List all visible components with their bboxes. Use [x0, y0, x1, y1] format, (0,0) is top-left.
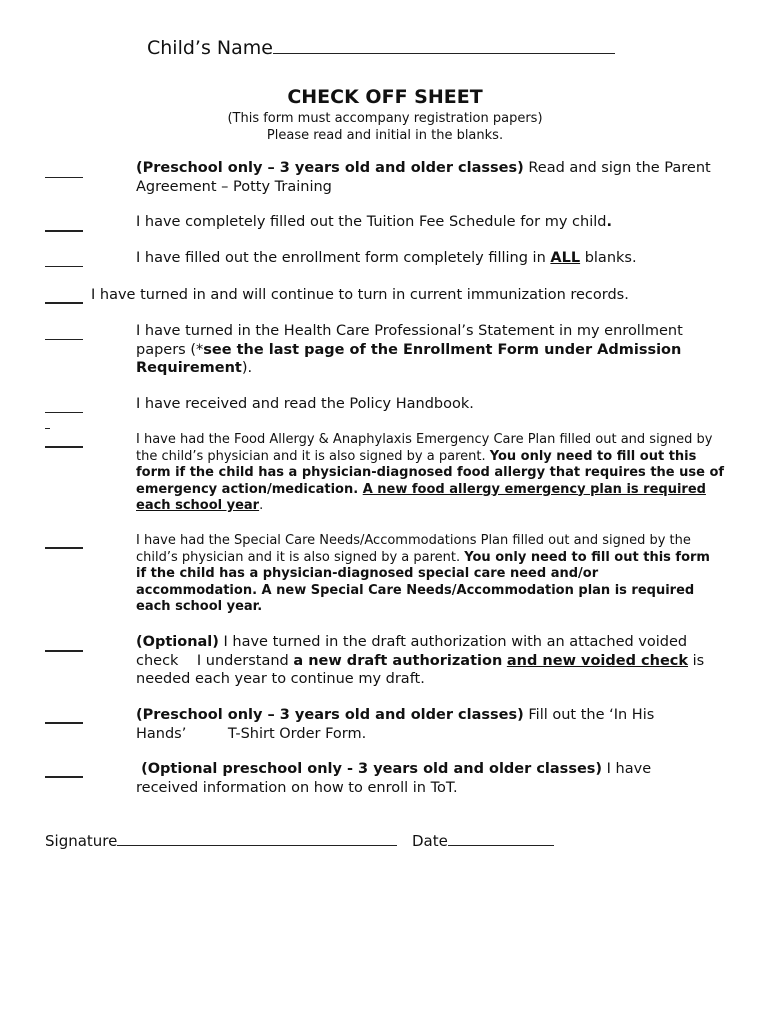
- checklist-item-1: [136, 159, 726, 196]
- item-11-text: I have received information on how to enroll in ToT.: [136, 761, 652, 796]
- item-11-bold: (Optional preschool only - 3 years old and older classes): [136, 761, 603, 777]
- checklist-item-2: [136, 213, 726, 232]
- item-3-text: I have filled out the enrollment form completely filling in: [136, 250, 551, 266]
- item-10-bold: (Preschool only – 3 years old and older classes): [136, 707, 524, 723]
- child-name-label: Child’s Name: [147, 37, 273, 59]
- item-1-text: Read and sign the Parent Agreement – Potty Training: [136, 160, 711, 195]
- checklist-item-7: [136, 432, 726, 515]
- item-4-text: I have turned in and will continue to turn in current immunization records.: [91, 287, 629, 303]
- initial-blank-2[interactable]: [45, 230, 83, 232]
- initial-blank-1[interactable]: [45, 177, 83, 178]
- item-10-text: Fill out the ‘In His Hands’ T-Shirt Order Form.: [136, 707, 659, 742]
- item-7-emphasis: A new food allergy emergency plan is required each school year: [136, 481, 706, 513]
- item-3-emphasis: ALL: [550, 250, 581, 266]
- item-9-text: I have turned in the draft authorization with an attached voided check I understand: [136, 634, 692, 669]
- initial-blank-9[interactable]: [45, 650, 83, 652]
- child-name-field[interactable]: [147, 37, 615, 59]
- item-1-bold: (Preschool only – 3 years old and older classes): [136, 160, 524, 176]
- subtitle-note: (This form must accompany registration papers): [227, 111, 543, 126]
- date-blank[interactable]: [448, 844, 554, 846]
- checklist-item-3: [136, 249, 726, 268]
- checklist-item-6: [136, 395, 726, 414]
- stray-mark: [45, 428, 50, 429]
- item-7-bold: You only need to fill out this form if the child has a physician-diagnosed food allergy that requires the use of emergency action/medication.: [136, 448, 725, 497]
- signature-label: Signature: [45, 832, 118, 850]
- checklist-item-10: [136, 706, 696, 743]
- initial-blank-11[interactable]: [45, 776, 83, 778]
- item-8-text: I have had the Special Care Needs/Accommodations Plan filled out and signed by the child’s physician and it is also signed by a parent.: [136, 533, 691, 565]
- item-7-text: I have had the Food Allergy & Anaphylaxis Emergency Care Plan filled out and signed by the child’s physician and it is also signed by a parent.: [136, 432, 713, 464]
- item-9-emphasis: and new voided check: [506, 652, 689, 669]
- initial-blank-7[interactable]: [45, 446, 83, 448]
- checklist-item-5: [136, 322, 716, 378]
- initial-blank-10[interactable]: [45, 722, 83, 724]
- initial-blank-6[interactable]: [45, 412, 83, 413]
- checklist-item-4: [91, 286, 731, 305]
- date-label: Date: [412, 832, 448, 850]
- initial-blank-4[interactable]: [45, 302, 83, 304]
- item-2-bold: .: [606, 214, 613, 230]
- item-9-text-end: is needed each year to continue my draft.: [136, 652, 705, 687]
- signature-field[interactable]: [45, 832, 397, 850]
- item-5-bold: see the last page of the Enrollment Form under Admission Requirement: [136, 341, 682, 376]
- item-2-text: I have completely filled out the Tuition Fee Schedule for my child: [136, 214, 607, 230]
- item-5-text: I have turned in the Health Care Professional’s Statement in my enrollment papers (*: [136, 323, 683, 358]
- item-3-text-end: blanks.: [580, 250, 637, 266]
- subtitle-instructions: Please read and initial in the blanks.: [266, 128, 504, 143]
- item-9-bold: (Optional): [136, 634, 219, 650]
- item-9-bold-2: a new draft authorization: [293, 652, 503, 669]
- initial-blank-8[interactable]: [45, 547, 83, 549]
- checklist-item-8: [136, 533, 716, 616]
- signature-blank[interactable]: [117, 844, 397, 846]
- child-name-blank[interactable]: [273, 52, 615, 54]
- date-field[interactable]: [412, 832, 554, 850]
- checklist-item-9: [136, 633, 726, 689]
- item-5-text-end: ).: [241, 360, 253, 376]
- page-title: CHECK OFF SHEET: [287, 86, 483, 108]
- initial-blank-5[interactable]: [45, 339, 83, 340]
- item-7-text-end: .: [259, 498, 264, 513]
- initial-blank-3[interactable]: [45, 266, 83, 267]
- item-6-text: I have received and read the Policy Handbook.: [136, 396, 474, 412]
- checklist-item-11: [136, 760, 696, 797]
- item-8-bold: You only need to fill out this form if the child has a physician-diagnosed special care need and/or accommodation. A new Special Care Needs/Accommodation plan is required each school year.: [136, 549, 710, 614]
